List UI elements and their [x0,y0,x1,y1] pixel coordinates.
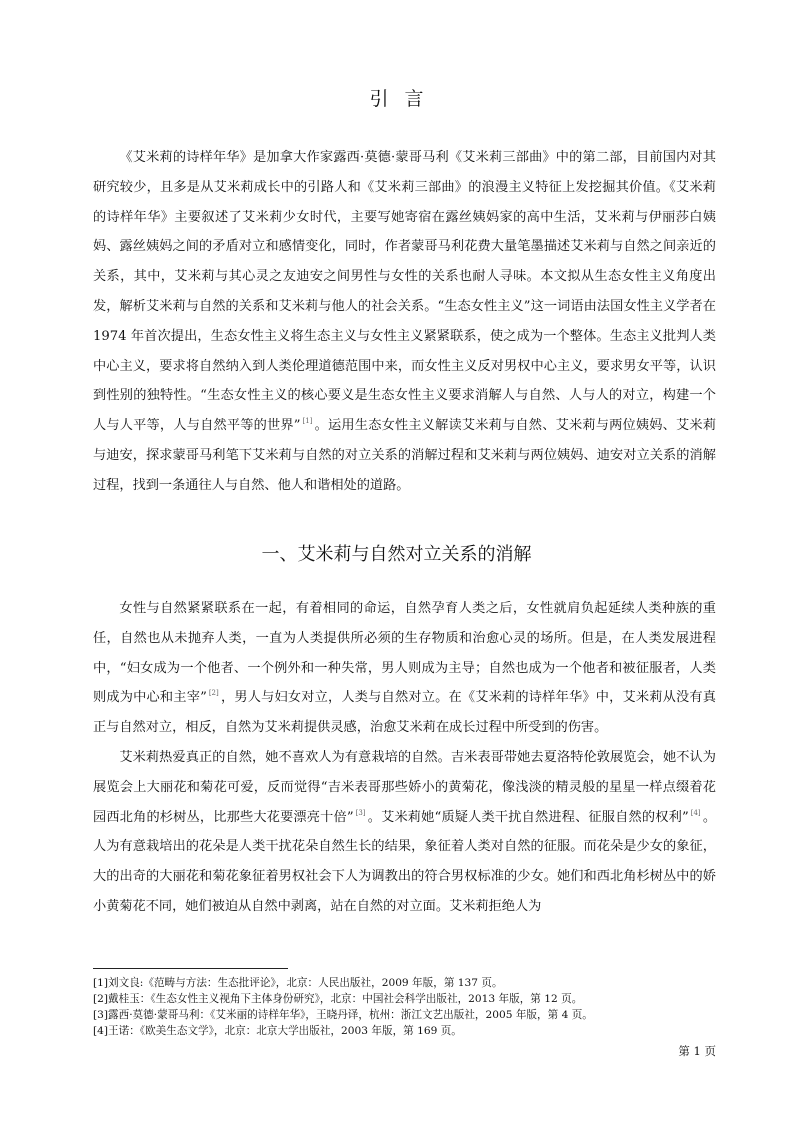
para2-text-part-b: 。艾米莉她“质疑人类干扰自然进程、征服自然的权利” [367,809,689,825]
page-title: 引言 [369,88,440,110]
footnote-1: [1]刘文良:《范畴与方法：生态批评论》，北京：人民出版社，2009 年版，第 137 页。 [93,977,503,989]
footnotes [93,975,716,1039]
intro-text-part-b: 。运用生态女性主义解读艾米莉与自然、艾米莉与两位姨妈、艾米莉与迪安，探求蒙哥马利笔下艾米莉与自然的对立关系的消解过程和艾米莉与两位姨妈、迪安对立关系的消解过程，找到一条通往人与自然、他人和谐相处的道路。 [93,418,717,493]
footnote-ref-2[interactable]: [2] [208,689,219,698]
section-1-body [93,594,716,922]
footnote-ref-4[interactable]: [4] [690,808,701,817]
footnote-3: [3]露西·莫德·蒙哥马利：《艾米丽的诗样年华》，王晓丹译，杭州：浙江文艺出版社，2005 年版，第 4 页。 [93,1009,593,1021]
para1-text-part-b: ，男人与妇女对立，人类与自然对立。在《艾米莉的诗样年华》中，艾米莉从没有真正与自然对立，相反，自然为艾米莉提供灵感，治愈艾米莉在成长过程中所受到的伤害。 [93,690,716,736]
section-heading: 一、艾米莉与自然对立关系的消解 [261,544,532,565]
footnote-divider [93,968,288,969]
para2-text-part-c: 。人为有意栽培出的花朵是人类干扰花朵自然生长的结果，象征着人类对自然的征服。而花朵是少女的象征，大的出奇的大丽花和菊花象征着男权社会下人为调教出的符合男权标准的少女。她们和西北角杉树丛中的娇小黄菊花不同，她们被迫从自然中剥离，站在自然的对立面。艾米莉拒绝人为 [93,809,717,914]
intro-section [93,143,716,501]
page-number: 第 1 页 [678,1044,716,1058]
para1-text-part-a: 女性与自然紧紧联系在一起，有着相同的命运，自然孕育人类之后，女性就肩负起延续人类种族的重任，自然也从未抛弃人类，一直为人类提供所必须的生存物质和治愈心灵的场所。但是，在人类发展进程中，“妇女成为一个他者、一个例外和一种失常，男人则成为主导；自然也成为一个他者和被征服者，人类则成为中心和主宰” [93,601,716,706]
intro-paragraph [93,143,716,501]
footnote-2: [2]戴桂玉：《生态女性主义视角下主体身份研究》，北京：中国社会科学出版社，2013 年版，第 12 页。 [93,993,583,1005]
footnote-ref-3[interactable]: [3] [355,808,366,817]
footnote-4: [4]王诺：《欧美生态文学》，北京：北京大学出版社，2003 年版，第 169 页。 [93,1025,462,1037]
para2-text-part-a: 艾米莉热爱真正的自然，她不喜欢人为有意栽培的自然。吉米表哥带她去夏洛特伦敦展览会，她不认为展览会上大丽花和菊花可爱，反而觉得“吉米表哥那些娇小的黄菊花，像浅淡的精灵般的星星一样点缀着花园西北角的杉树丛，比那些大花要漂亮十倍” [93,749,716,825]
footnote-ref-1[interactable]: [1] [302,417,313,426]
intro-text-part-a: 《艾米莉的诗样年华》是加拿大作家露西·莫德·蒙哥马利《艾米莉三部曲》中的第二部，目前国内对其研究较少，且多是从艾米莉成长中的引路人和《艾米莉三部曲》的浪漫主义特征上发挖掘其价值。《艾米莉的诗样年华》主要叙述了艾米莉少女时代，主要写她寄宿在露丝姨妈家的高中生活，艾米莉与伊丽莎白姨妈、露丝姨妈之间的矛盾对立和感情变化，同时，作者蒙哥马利花费大量笔墨描述艾米莉与自然之间亲近的关系，其中，艾米莉与其心灵之友迪安之间男性与女性的关系也耐人寻味。本文拟从生态女性主义角度出发，解析艾米莉与自然的关系和艾米莉与他人的社会关系。“生态女性主义”这一词语由法国女性主义学者在 1974 年首次提出，生态女性主义将生态主义与女性主义紧紧联系，使之成为一个整体。生态主义批判人类中心主义，要求将自然纳入到人类伦理道德范围中来，而女性主义反对男权中心主义，要求男女平等，认识到性别的独特性。“生态女性主义的核心要义是生态女性主义要求消解人与自然、人与人的对立，构建一个人与人平等，人与自然平等的世界” [93,150,716,434]
section-1-paragraph-2 [93,743,716,922]
section-1-paragraph-1 [93,594,716,743]
